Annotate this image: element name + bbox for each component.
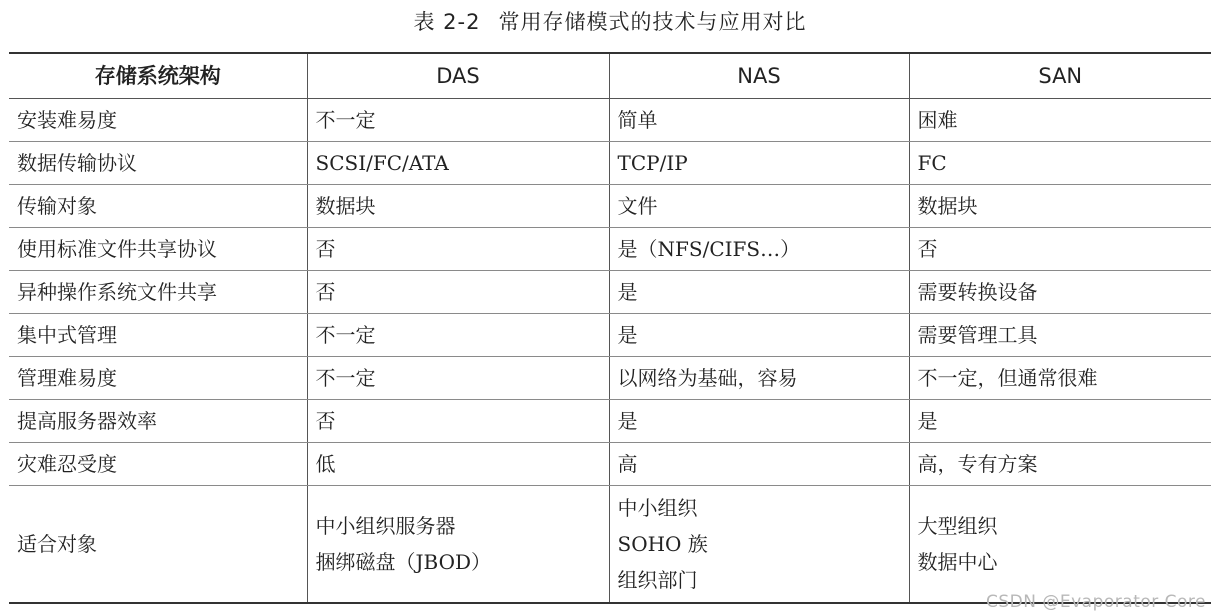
san-cell: 需要转换设备 (909, 271, 1211, 314)
table-row (9, 486, 1211, 604)
nas-target-line: 中小组织 (617, 496, 698, 520)
nas-cell: 是（NFS/CIFS…） (609, 228, 909, 271)
table-row (9, 271, 1211, 314)
das-cell: 低 (307, 443, 609, 486)
table-row (9, 400, 1211, 443)
das-cell: 否 (307, 400, 609, 443)
nas-cell: 是 (609, 400, 909, 443)
nas-target-line: 组织部门 (617, 568, 698, 592)
das-target-line: 捆绑磁盘（JBOD） (315, 550, 492, 574)
table-title: 常用存储模式的技术与应用对比 (498, 10, 807, 34)
table-number: 表 2-2 (413, 10, 481, 34)
nas-cell: 以网络为基础，容易 (609, 357, 909, 400)
column-header-das: DAS (307, 53, 609, 99)
das-cell: SCSI/FC/ATA (307, 142, 609, 185)
table-row (9, 314, 1211, 357)
das-cell (307, 486, 609, 604)
san-cell: 是 (909, 400, 1211, 443)
das-cell: 否 (307, 228, 609, 271)
table-caption (0, 4, 1220, 40)
nas-cell: 简单 (609, 99, 909, 142)
row-label: 异种操作系统文件共享 (9, 271, 307, 314)
nas-target-line: SOHO 族 (617, 532, 708, 556)
table-row (9, 142, 1211, 185)
nas-cell: TCP/IP (609, 142, 909, 185)
table-row (9, 99, 1211, 142)
column-header-nas: NAS (609, 53, 909, 99)
nas-cell (609, 486, 909, 604)
row-label: 集中式管理 (9, 314, 307, 357)
nas-cell: 是 (609, 314, 909, 357)
table-row (9, 185, 1211, 228)
row-label: 传输对象 (9, 185, 307, 228)
nas-cell: 高 (609, 443, 909, 486)
table-row (9, 443, 1211, 486)
row-label: 提高服务器效率 (9, 400, 307, 443)
nas-cell: 文件 (609, 185, 909, 228)
table-row (9, 357, 1211, 400)
san-cell (909, 486, 1211, 604)
storage-comparison-table (9, 52, 1211, 604)
nas-cell: 是 (609, 271, 909, 314)
row-label: 数据传输协议 (9, 142, 307, 185)
watermark: CSDN @Evaporator Core (986, 592, 1206, 612)
row-label: 使用标准文件共享协议 (9, 228, 307, 271)
table-row (9, 228, 1211, 271)
column-header-san: SAN (909, 53, 1211, 99)
san-target-line: 数据中心 (917, 550, 998, 574)
das-cell: 数据块 (307, 185, 609, 228)
das-cell: 不一定 (307, 99, 609, 142)
row-label: 适合对象 (9, 486, 307, 604)
das-cell: 不一定 (307, 357, 609, 400)
das-cell: 否 (307, 271, 609, 314)
das-target-line: 中小组织服务器 (315, 514, 456, 538)
header-row (9, 53, 1211, 99)
row-label: 管理难易度 (9, 357, 307, 400)
san-target-line: 大型组织 (917, 514, 998, 538)
san-cell: 否 (909, 228, 1211, 271)
row-label: 灾难忍受度 (9, 443, 307, 486)
san-cell: 困难 (909, 99, 1211, 142)
san-cell: 数据块 (909, 185, 1211, 228)
column-header-architecture: 存储系统架构 (9, 53, 307, 99)
row-label: 安装难易度 (9, 99, 307, 142)
san-cell: 不一定，但通常很难 (909, 357, 1211, 400)
das-cell: 不一定 (307, 314, 609, 357)
san-cell: 需要管理工具 (909, 314, 1211, 357)
san-cell: FC (909, 142, 1211, 185)
san-cell: 高，专有方案 (909, 443, 1211, 486)
